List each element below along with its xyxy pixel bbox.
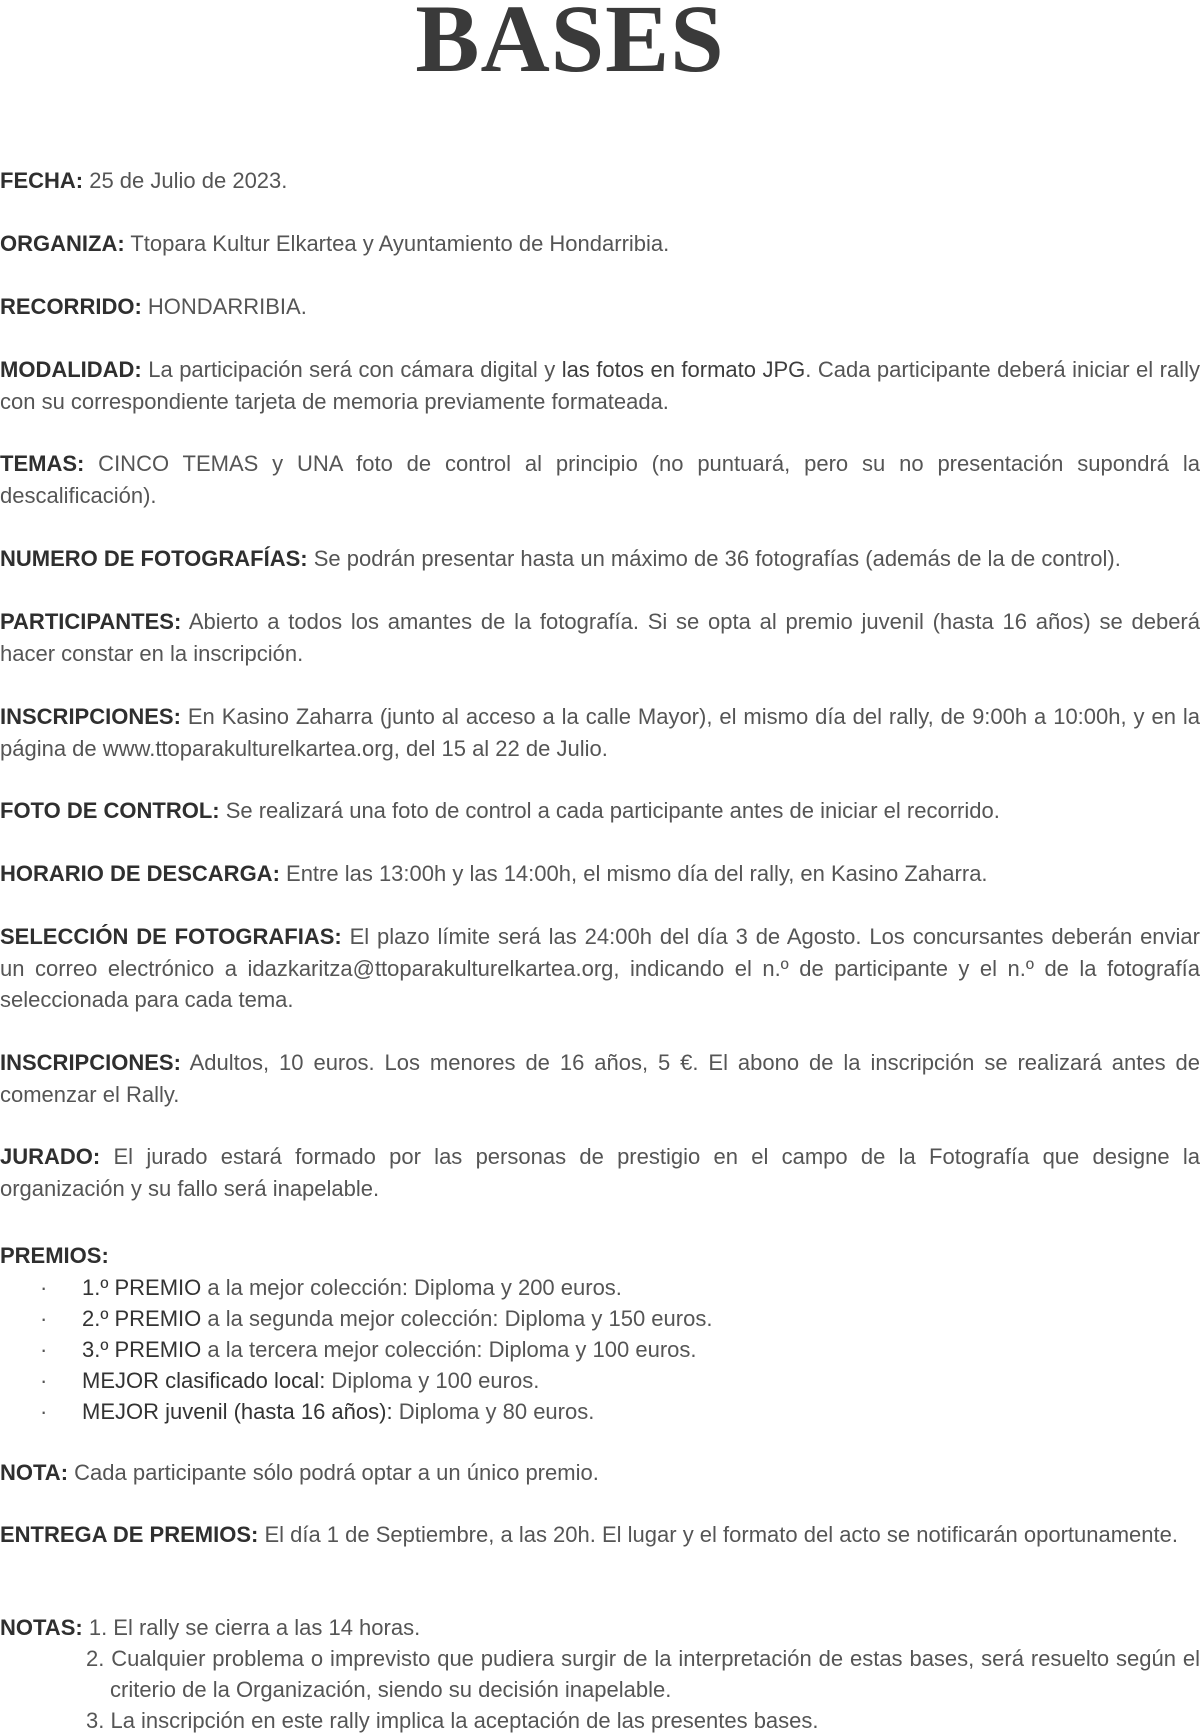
bullet: · [40, 1337, 48, 1362]
section-inscripciones-precio [0, 1047, 1200, 1110]
notas-item: 3. La inscripción en este rally implica la aceptación de las presentes bases. [86, 1708, 819, 1733]
inscripciones2-label: INSCRIPCIONES: [0, 1050, 181, 1075]
prize-description: Diploma y 100 euros. [325, 1368, 540, 1393]
recorrido-label: RECORRIDO: [0, 294, 142, 319]
prize-title: 1.º PREMIO [82, 1275, 202, 1300]
section-seleccion [0, 921, 1200, 1016]
premios-label: PREMIOS: [0, 1243, 109, 1268]
section-fecha [0, 165, 1200, 197]
prize-description: a la tercera mejor colección: Diploma y 100 euros. [201, 1337, 697, 1362]
modalidad-highlight: las fotos en formato JPG [561, 357, 806, 382]
prize-title: 2.º PREMIO [82, 1306, 202, 1331]
section-participantes [0, 606, 1200, 669]
prize-title: MEJOR clasificado local: [82, 1368, 326, 1393]
section-foto-control [0, 795, 1200, 827]
section-modalidad [0, 354, 1200, 417]
seleccion-label: SELECCIÓN DE FOTOGRAFIAS: [0, 924, 342, 949]
section-numero-fotografias [0, 543, 1200, 575]
prize-description: a la segunda mejor colección: Diploma y 150 euros. [201, 1306, 713, 1331]
nota-label: NOTA: [0, 1460, 69, 1485]
recorrido-text: HONDARRIBIA. [141, 294, 307, 319]
participantes-label: PARTICIPANTES: [0, 609, 182, 634]
organiza-label: ORGANIZA: [0, 231, 125, 256]
section-entrega-premios [0, 1519, 1200, 1551]
section-inscripciones-lugar [0, 701, 1200, 764]
prize-title: MEJOR juvenil (hasta 16 años): [82, 1399, 393, 1424]
bullet: · [40, 1275, 48, 1300]
nota-text: Cada participante sólo podrá optar a un único premio. [68, 1460, 599, 1485]
notas-label: NOTAS: [0, 1615, 83, 1640]
seleccion-text: El plazo límite será las 24:00h del día 3 de Agosto. Los concursantes deberán enviar un correo electrónico a idazkaritza@ttoparakulturelkartea.org, indicando el n.º de participante y el n.º de la fotografía seleccionada para cada tema. [0, 924, 1200, 1012]
fecha-label: FECHA: [0, 168, 84, 193]
notas-item: 2. Cualquier problema o imprevisto que pudiera surgir de la interpretación de estas bases, será resuelto según el criterio de la Organización, siendo su decisión inapelable. [86, 1646, 1200, 1702]
page-title: BASES [415, 0, 725, 92]
section-temas [0, 448, 1200, 511]
inscripciones1-label: INSCRIPCIONES: [0, 704, 181, 729]
temas-text: CINCO TEMAS y UNA foto de control al principio (no puntuará, pero su no presentación supondrá la descalificación). [0, 451, 1200, 508]
entrega-text: El día 1 de Septiembre, a las 20h. El lugar y el formato del acto se notificarán oportunamente. [258, 1522, 1178, 1547]
notas-item: 1. El rally se cierra a las 14 horas. [88, 1615, 421, 1640]
inscripciones2-text: Adultos, 10 euros. Los menores de 16 años, 5 €. El abono de la inscripción se realizará antes de comenzar el Rally. [0, 1050, 1200, 1107]
organiza-text: Ttopara Kultur Elkartea y Ayuntamiento de Hondarribia. [124, 231, 670, 256]
section-horario-descarga [0, 858, 1200, 890]
inscripciones1-text: En Kasino Zaharra (junto al acceso a la calle Mayor), el mismo día del rally, de 9:00h a 10:00h, y en la página de www.ttoparakulturelkartea.org, del 15 al 22 de Julio. [0, 704, 1200, 761]
section-premios [0, 1240, 1200, 1272]
section-nota [0, 1457, 1200, 1489]
foto-control-label: FOTO DE CONTROL: [0, 798, 220, 823]
fecha-text: 25 de Julio de 2023. [83, 168, 288, 193]
bullet: · [40, 1399, 48, 1424]
prize-title: 3.º PREMIO [82, 1337, 202, 1362]
foto-control-text: Se realizará una foto de control a cada participante antes de iniciar el recorrido. [219, 798, 1000, 823]
section-recorrido [0, 291, 1200, 323]
modalidad-text-2: . Cada participante deberá iniciar el rally con su correspondiente tarjeta de memoria previamente formateada. [0, 357, 1200, 414]
jurado-label: JURADO: [0, 1144, 101, 1169]
numero-text: Se podrán presentar hasta un máximo de 36 fotografías (además de la de control). [307, 546, 1121, 571]
horario-text: Entre las 13:00h y las 14:00h, el mismo día del rally, en Kasino Zaharra. [279, 861, 988, 886]
bullet: · [40, 1368, 48, 1393]
modalidad-label: MODALIDAD: [0, 357, 142, 382]
participantes-text: Abierto a todos los amantes de la fotografía. Si se opta al premio juvenil (hasta 16 años) se deberá hacer constar en la inscripción. [0, 609, 1200, 666]
numero-label: NUMERO DE FOTOGRAFÍAS: [0, 546, 308, 571]
jurado-text: El jurado estará formado por las personas de prestigio en el campo de la Fotografía que designe la organización y su fallo será inapelable. [0, 1144, 1200, 1201]
modalidad-text-1: La participación será con cámara digital y [141, 357, 562, 382]
prize-description: Diploma y 80 euros. [392, 1399, 595, 1424]
prize-description: a la mejor colección: Diploma y 200 euros. [201, 1275, 622, 1300]
section-jurado [0, 1141, 1200, 1204]
horario-label: HORARIO DE DESCARGA: [0, 861, 280, 886]
entrega-label: ENTREGA DE PREMIOS: [0, 1522, 259, 1547]
notas-first-line [0, 1612, 1200, 1643]
temas-label: TEMAS: [0, 451, 85, 476]
section-organiza [0, 228, 1200, 260]
bullet: · [40, 1306, 48, 1331]
